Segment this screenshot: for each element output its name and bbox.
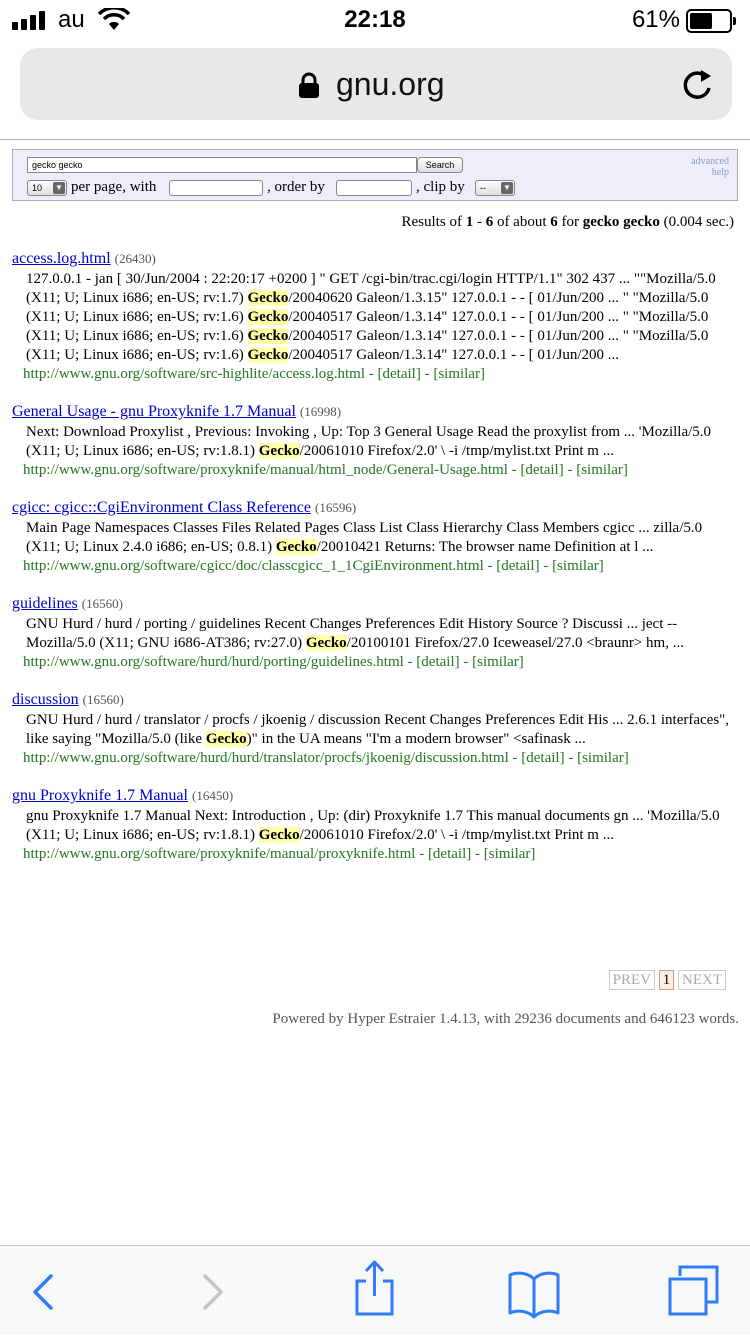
detail-link[interactable]: [detail] [496,558,540,574]
search-options [27,179,727,197]
back-button[interactable] [0,1246,90,1335]
result-snippet: Next: Download Proxylist , Previous: Invoking , Up: Top 3 General Usage Read the proxylist from ... 'Mozilla/5.0 (X11; U; Linux i686; en-US; rv:1.8.1) Gecko/20061010 Firefox/2.0' \ -i /tmp/mylist.txt Print m ... [26,424,712,459]
forward-button[interactable] [166,1246,256,1335]
result-url-link[interactable]: http://www.gnu.org/software/hurd/hurd/porting/guidelines.html [23,654,404,670]
pagination [609,970,726,990]
attribute-input[interactable] [169,180,263,196]
result-item [12,401,738,480]
status-time: 22:18 [344,6,406,33]
per-page-value: 10 [32,183,43,193]
book-icon [489,1246,579,1335]
result-title-link[interactable]: guidelines [12,595,78,612]
result-size: (16998) [299,404,342,419]
result-url-row: http://www.gnu.org/software/hurd/hurd/porting/guidelines.html - [detail] - [similar] [23,654,524,670]
clip-value: -- [480,183,486,193]
result-size: (26430) [114,251,156,266]
result-url-row: http://www.gnu.org/software/cgicc/doc/classcgicc_1_1CgiEnvironment.html - [detail] - [similar] [23,558,604,574]
clip-select[interactable] [475,180,515,196]
advanced-link[interactable]: advanced [691,156,729,167]
per-page-select[interactable] [27,180,67,196]
result-size: (16560) [81,596,123,611]
address-bar[interactable] [20,48,732,120]
share-icon [329,1246,419,1335]
result-title-link[interactable]: cgicc: cgicc::CgiEnvironment Class Reference [12,499,311,516]
result-item [12,785,738,864]
page-current: 1 [659,970,675,990]
detail-link[interactable]: [detail] [377,366,421,382]
browser-toolbar [0,1245,750,1335]
result-title-link[interactable]: General Usage - gnu Proxyknife 1.7 Manual [12,403,296,420]
similar-link[interactable]: [similar] [483,846,536,862]
chevron-right-icon [166,1246,256,1335]
result-url-link[interactable]: http://www.gnu.org/software/hurd/hurd/translator/procfs/jkoenig/discussion.html [23,750,509,766]
result-size: (16450) [191,788,234,803]
result-size: (16596) [315,500,357,515]
chevron-down-icon: ▼ [53,182,65,194]
tabs-button[interactable] [649,1246,739,1335]
clip-by-label: , clip by [416,179,465,195]
next-button: NEXT [678,970,726,990]
result-url-link[interactable]: http://www.gnu.org/software/cgicc/doc/classcgicc_1_1CgiEnvironment.html [23,558,484,574]
result-snippet: 127.0.0.1 - jan [ 30/Jun/2004 : 22:20:17 +0200 ] " GET /cgi-bin/trac.cgi/login HTTP/1.1" 302 437 ... ""Mozilla/5.0 (X11; U; Linux i686; en-US; rv:1.7) Gecko/20040620 Galeon/1.3.15" 127.0.0.1 - - [ 01/Jun/200 ... " "Mozilla/5.0 (X11; U; Linux i686; en-US; rv:1.6) Gecko/20040517 Galeon/1.3.14" 127.0.0.1 - - [ 01/Jun/200 ... " "Mozilla/5.0 (X11; U; Linux i686; en-US; rv:1.6) Gecko/20040517 Galeon/1.3.14" 127.0.0.1 - - [ 01/Jun/200 ... " "Mozilla/5.0 (X11; U; Linux i686; en-US; rv:1.6) Gecko/20040517 Galeon/1.3.14" 127.0.0.1 - - [ 01/Jun/200 ... [26,271,716,363]
results-list [12,248,738,881]
url-text[interactable]: gnu.org [336,66,445,102]
result-url-row: http://www.gnu.org/software/hurd/hurd/translator/procfs/jkoenig/discussion.html - [detail] - [similar] [23,750,629,766]
chevron-down-icon: ▼ [501,182,513,194]
result-snippet: GNU Hurd / hurd / porting / guidelines Recent Changes Preferences Edit History Source ? Discussi ... ject -- Mozilla/5.0 (X11; GNU i686-AT386; rv:27.0) Gecko/20100101 Firefox/27.0 Iceweasel/27.0 <braunr> hm, ... [26,616,684,651]
result-title-link[interactable]: gnu Proxyknife 1.7 Manual [12,787,188,804]
results-summary: Results of 1 - 6 of about 6 for gecko gecko (0.004 sec.) [401,214,734,230]
reload-icon[interactable] [680,66,714,102]
order-by-label: , order by [267,179,325,195]
result-size: (16560) [82,692,124,707]
result-item [12,497,738,576]
similar-link[interactable]: [similar] [576,462,628,478]
result-snippet: gnu Proxyknife 1.7 Manual Next: Introduction , Up: (dir) Proxyknife 1.7 This manual documents gn ... 'Mozilla/5.0 (X11; U; Linux i686; en-US; rv:1.8.1) Gecko/20061010 Firefox/2.0' \ -i /tmp/mylist.txt Print m ... [26,808,720,843]
tabs-icon [649,1246,739,1335]
share-button[interactable] [329,1246,419,1335]
similar-link[interactable]: [similar] [472,654,524,670]
similar-link[interactable]: [similar] [577,750,629,766]
result-title-link[interactable]: access.log.html [12,250,111,267]
detail-link[interactable]: [detail] [427,846,472,862]
detail-link[interactable]: [detail] [520,462,564,478]
similar-link[interactable]: [similar] [433,366,485,382]
battery-icon [686,9,732,33]
detail-link[interactable]: [detail] [416,654,460,670]
result-url-link[interactable]: http://www.gnu.org/software/proxyknife/manual/html_node/General-Usage.html [23,462,508,478]
bookmarks-button[interactable] [489,1246,579,1335]
help-link[interactable]: help [711,167,729,178]
similar-link[interactable]: [similar] [552,558,604,574]
lock-icon [298,72,320,98]
search-form [12,149,738,201]
carrier-name: au [58,6,85,33]
result-url-link[interactable]: http://www.gnu.org/software/proxyknife/manual/proxyknife.html [23,846,416,862]
per-page-label: per page, with [71,179,157,195]
search-input[interactable]: gecko gecko [27,157,417,173]
status-bar [0,0,750,40]
result-title-link[interactable]: discussion [12,691,79,708]
order-input[interactable] [336,180,412,196]
battery-percent: 61% [631,6,680,33]
result-snippet: Main Page Namespaces Classes Files Related Pages Class List Class Hierarchy Class Members cgicc ... zilla/5.0 (X11; U; Linux 2.4.0 i686; en-US; 0.8.1) Gecko/20010421 Returns: The browser name Definition at l ... [26,520,703,555]
prev-button: PREV [609,970,655,990]
result-item [12,248,738,384]
result-url-row: http://www.gnu.org/software/src-highlite/access.log.html - [detail] - [similar] [23,366,485,382]
result-url-link[interactable]: http://www.gnu.org/software/src-highlite/access.log.html [23,366,366,382]
advanced-help-links [691,156,729,178]
result-snippet: GNU Hurd / hurd / translator / procfs / jkoenig / discussion Recent Changes Preferences Edit His ... 2.6.1 interfaces", like saying "Mozilla/5.0 (like Gecko)" in the UA means "I'm a modern browser" <safinask ... [26,712,730,747]
search-button[interactable]: Search [417,157,463,173]
result-item [12,593,738,672]
detail-link[interactable]: [detail] [521,750,565,766]
result-item [12,689,738,768]
result-url-row: http://www.gnu.org/software/proxyknife/manual/proxyknife.html - [detail] - [similar] [23,846,536,862]
footer-powered-by: Powered by Hyper Estraier 1.4.13, with 29236 documents and 646123 words. [272,1011,739,1027]
result-url-row: http://www.gnu.org/software/proxyknife/manual/html_node/General-Usage.html - [detail] - [similar] [23,462,628,478]
toolbar-divider [0,139,750,140]
chevron-left-icon [0,1246,90,1335]
